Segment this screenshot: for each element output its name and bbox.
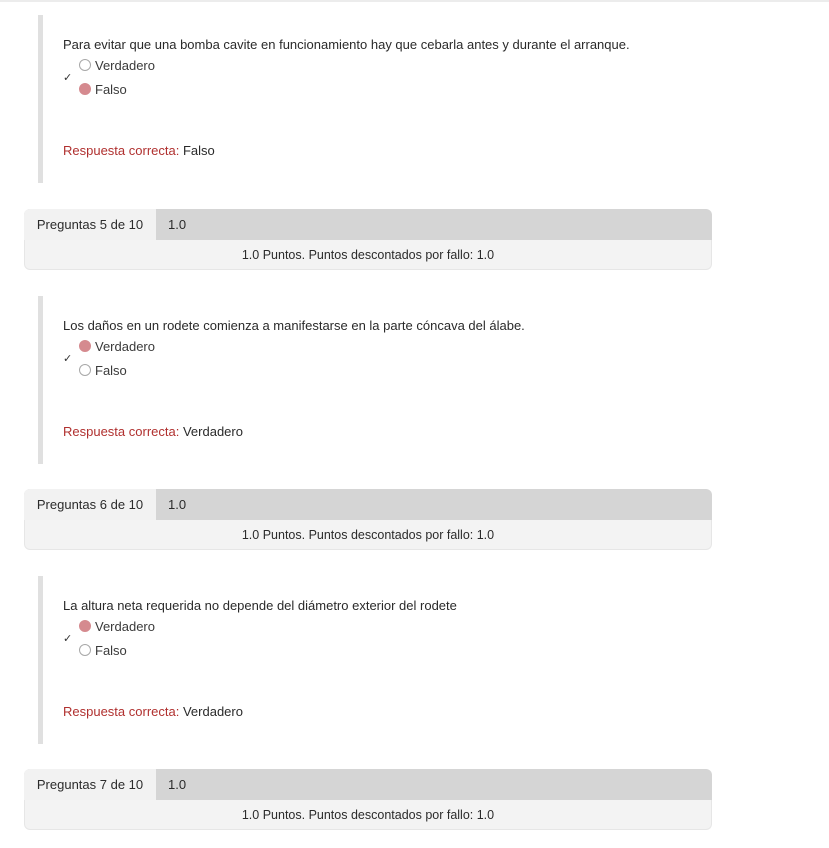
radio-selected-icon[interactable] bbox=[79, 83, 91, 95]
question-text: La altura neta requerida no depende del diámetro exterior del rodete bbox=[63, 598, 457, 613]
option-label: Verdadero bbox=[95, 618, 155, 634]
correct-answer-value: Falso bbox=[182, 143, 215, 158]
option-label: Falso bbox=[95, 642, 127, 658]
correct-answer bbox=[63, 424, 243, 439]
correct-answer-value: Verdadero bbox=[182, 704, 243, 719]
question-block-5 bbox=[38, 296, 743, 464]
correct-answer-value: Verdadero bbox=[182, 424, 243, 439]
top-divider bbox=[0, 0, 829, 2]
correct-answer bbox=[63, 143, 215, 158]
question-header-5 bbox=[24, 209, 712, 270]
question-header-6 bbox=[24, 489, 712, 550]
radio-unselected-icon[interactable] bbox=[79, 364, 91, 376]
question-header-bar bbox=[24, 769, 712, 800]
option-label: Falso bbox=[95, 81, 127, 97]
correct-answer-label: Respuesta correcta: bbox=[63, 143, 180, 158]
question-score: 1.0 bbox=[168, 497, 187, 512]
correct-answer-label: Respuesta correcta: bbox=[63, 424, 180, 439]
points-info: 1.0 Puntos. Puntos descontados por fallo: 1.0 bbox=[24, 800, 712, 830]
question-score: 1.0 bbox=[168, 777, 187, 792]
radio-unselected-icon[interactable] bbox=[79, 59, 91, 71]
radio-selected-icon[interactable] bbox=[79, 620, 91, 632]
question-text: Para evitar que una bomba cavite en funcionamiento hay que cebarla antes y durante el arranque. bbox=[63, 37, 630, 52]
question-header-7 bbox=[24, 769, 712, 830]
option-verdadero[interactable] bbox=[79, 337, 155, 355]
check-icon: ✓ bbox=[63, 72, 73, 84]
radio-selected-icon[interactable] bbox=[79, 340, 91, 352]
option-verdadero[interactable] bbox=[79, 617, 155, 635]
question-block-4 bbox=[38, 15, 743, 183]
option-label: Verdadero bbox=[95, 57, 155, 73]
answer-options bbox=[63, 617, 363, 667]
option-falso[interactable] bbox=[79, 80, 127, 98]
option-verdadero[interactable] bbox=[79, 56, 155, 74]
question-number: Preguntas 5 de 10 bbox=[24, 209, 156, 240]
question-block-6 bbox=[38, 576, 743, 744]
check-icon: ✓ bbox=[63, 633, 73, 645]
option-label: Verdadero bbox=[95, 338, 155, 354]
check-icon: ✓ bbox=[63, 353, 73, 365]
option-label: Falso bbox=[95, 362, 127, 378]
question-number: Preguntas 6 de 10 bbox=[24, 489, 156, 520]
question-text: Los daños en un rodete comienza a manifestarse en la parte cóncava del álabe. bbox=[63, 318, 525, 333]
question-number: Preguntas 7 de 10 bbox=[24, 769, 156, 800]
radio-unselected-icon[interactable] bbox=[79, 644, 91, 656]
points-info: 1.0 Puntos. Puntos descontados por fallo: 1.0 bbox=[24, 520, 712, 550]
question-header-bar bbox=[24, 209, 712, 240]
option-falso[interactable] bbox=[79, 641, 127, 659]
correct-answer-label: Respuesta correcta: bbox=[63, 704, 180, 719]
points-info: 1.0 Puntos. Puntos descontados por fallo: 1.0 bbox=[24, 240, 712, 270]
question-score: 1.0 bbox=[168, 217, 187, 232]
question-header-bar bbox=[24, 489, 712, 520]
correct-answer bbox=[63, 704, 243, 719]
answer-options bbox=[63, 56, 363, 106]
answer-options bbox=[63, 337, 363, 387]
option-falso[interactable] bbox=[79, 361, 127, 379]
